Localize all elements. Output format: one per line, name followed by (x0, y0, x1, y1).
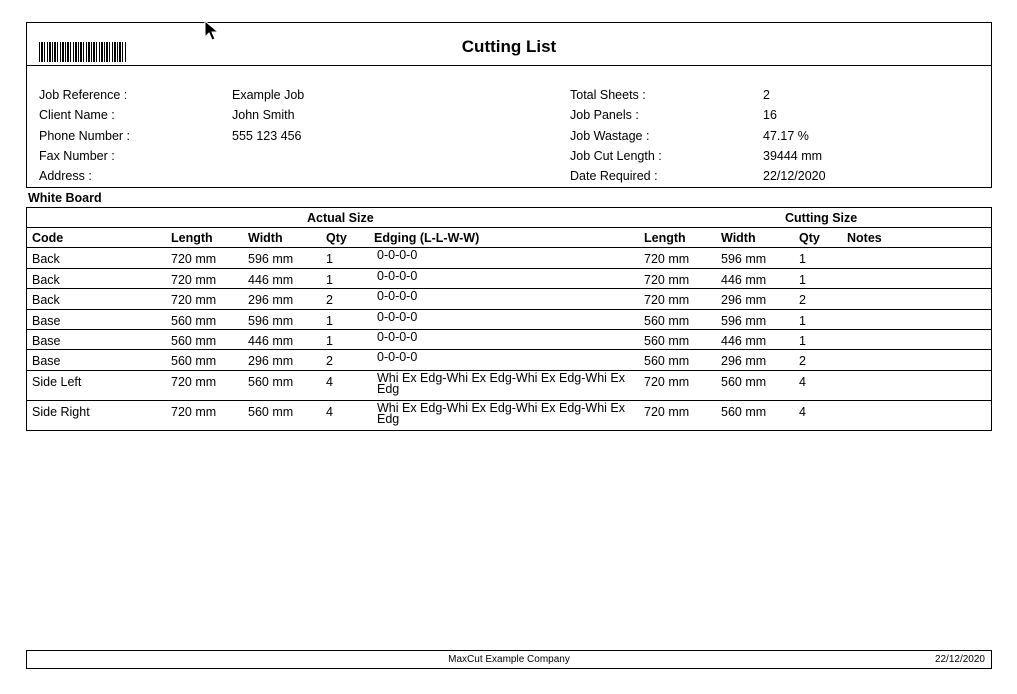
table-row (27, 371, 991, 401)
fax-number-label: Fax Number : (39, 149, 115, 163)
row-length: 720 mm (171, 375, 217, 389)
row-cut-length: 720 mm (644, 252, 690, 266)
job-cut-length-value: 39444 mm (763, 149, 823, 163)
row-cut-qty: 4 (799, 405, 806, 419)
col-length: Length (171, 231, 213, 245)
row-cut-width: 596 mm (721, 252, 767, 266)
row-length: 560 mm (171, 314, 217, 328)
col-cut-qty: Qty (799, 231, 820, 245)
row-code: Back (32, 293, 60, 307)
col-qty: Qty (326, 231, 347, 245)
job-wastage-value: 47.17 % (763, 129, 809, 143)
row-width: 560 mm (248, 375, 294, 389)
row-cut-qty: 2 (799, 354, 806, 368)
col-code: Code (32, 231, 64, 245)
row-cut-qty: 1 (799, 273, 806, 287)
phone-number-value: 555 123 456 (232, 129, 302, 143)
row-code: Back (32, 273, 60, 287)
job-reference-label: Job Reference : (39, 88, 128, 102)
row-qty: 1 (326, 334, 333, 348)
job-info-panel (26, 66, 992, 188)
row-edging: 0-0-0-0 (377, 350, 418, 364)
footer-date: 22/12/2020 (934, 654, 985, 665)
table-row (27, 330, 991, 350)
row-cut-width: 296 mm (721, 293, 767, 307)
row-cut-length: 720 mm (644, 375, 690, 389)
row-width: 596 mm (248, 314, 294, 328)
table-row (27, 248, 991, 269)
row-cut-width: 596 mm (721, 314, 767, 328)
col-notes: Notes (847, 231, 882, 245)
report-header (26, 22, 992, 66)
address-label: Address : (39, 169, 92, 183)
mouse-pointer-icon (204, 20, 220, 42)
table-row (27, 310, 991, 330)
row-cut-qty: 1 (799, 252, 806, 266)
row-length: 720 mm (171, 273, 217, 287)
row-length: 560 mm (171, 354, 217, 368)
table-row (27, 401, 991, 431)
row-qty: 4 (326, 405, 333, 419)
row-length: 720 mm (171, 293, 217, 307)
row-width: 296 mm (248, 293, 294, 307)
row-cut-length: 560 mm (644, 314, 690, 328)
col-cut-length: Length (644, 231, 686, 245)
row-cut-length: 720 mm (644, 273, 690, 287)
row-qty: 2 (326, 293, 333, 307)
row-qty: 1 (326, 273, 333, 287)
row-qty: 4 (326, 375, 333, 389)
row-cut-width: 446 mm (721, 334, 767, 348)
table-row (27, 289, 991, 310)
row-edging: 0-0-0-0 (377, 269, 418, 283)
row-code: Back (32, 252, 60, 266)
row-edging: 0-0-0-0 (377, 330, 418, 344)
row-cut-qty: 4 (799, 375, 806, 389)
table-column-header (27, 228, 991, 248)
row-edging: Whi Ex Edg-Whi Ex Edg-Whi Ex Edg-Whi Ex Edg (377, 401, 625, 426)
row-cut-width: 560 mm (721, 405, 767, 419)
row-cut-length: 560 mm (644, 334, 690, 348)
date-required-value: 22/12/2020 (763, 169, 826, 183)
row-width: 596 mm (248, 252, 294, 266)
total-sheets-value: 2 (763, 88, 770, 102)
client-name-label: Client Name : (39, 108, 115, 122)
row-cut-width: 446 mm (721, 273, 767, 287)
cutting-table (26, 207, 992, 431)
row-edging: 0-0-0-0 (377, 289, 418, 303)
row-cut-length: 720 mm (644, 405, 690, 419)
row-edging: Whi Ex Edg-Whi Ex Edg-Whi Ex Edg-Whi Ex Edg (377, 371, 625, 396)
row-cut-qty: 1 (799, 334, 806, 348)
phone-number-label: Phone Number : (39, 129, 131, 143)
job-cut-length-label: Job Cut Length : (570, 149, 662, 163)
date-required-label: Date Required : (570, 169, 658, 183)
row-length: 560 mm (171, 334, 217, 348)
row-cut-qty: 2 (799, 293, 806, 307)
cutting-size-group-label: Cutting Size (785, 211, 858, 225)
row-width: 560 mm (248, 405, 294, 419)
row-qty: 1 (326, 314, 333, 328)
row-cut-length: 560 mm (644, 354, 690, 368)
job-panels-label: Job Panels : (570, 108, 639, 122)
table-row (27, 350, 991, 371)
report-footer (26, 650, 992, 669)
row-code: Side Left (32, 375, 82, 389)
col-width: Width (248, 231, 283, 245)
row-code: Side Right (32, 405, 90, 419)
table-row (27, 269, 991, 289)
row-cut-length: 720 mm (644, 293, 690, 307)
row-width: 446 mm (248, 334, 294, 348)
footer-company: MaxCut Example Company (448, 654, 570, 665)
col-edging: Edging (L-L-W-W) (374, 231, 480, 245)
total-sheets-label: Total Sheets : (570, 88, 646, 102)
job-panels-value: 16 (763, 108, 777, 122)
col-cut-width: Width (721, 231, 756, 245)
row-width: 296 mm (248, 354, 294, 368)
actual-size-group-label: Actual Size (307, 211, 374, 225)
row-cut-qty: 1 (799, 314, 806, 328)
job-wastage-label: Job Wastage : (570, 129, 650, 143)
row-cut-width: 296 mm (721, 354, 767, 368)
row-cut-width: 560 mm (721, 375, 767, 389)
job-reference-value: Example Job (232, 88, 305, 102)
row-qty: 1 (326, 252, 333, 266)
row-length: 720 mm (171, 405, 217, 419)
row-code: Base (32, 354, 61, 368)
row-width: 446 mm (248, 273, 294, 287)
client-name-value: John Smith (232, 108, 295, 122)
row-length: 720 mm (171, 252, 217, 266)
page-title: Cutting List (461, 37, 557, 56)
material-section-title: White Board (28, 191, 102, 205)
row-code: Base (32, 334, 61, 348)
row-edging: 0-0-0-0 (377, 310, 418, 324)
row-code: Base (32, 314, 61, 328)
table-group-header (27, 208, 991, 228)
row-qty: 2 (326, 354, 333, 368)
row-edging: 0-0-0-0 (377, 248, 418, 262)
